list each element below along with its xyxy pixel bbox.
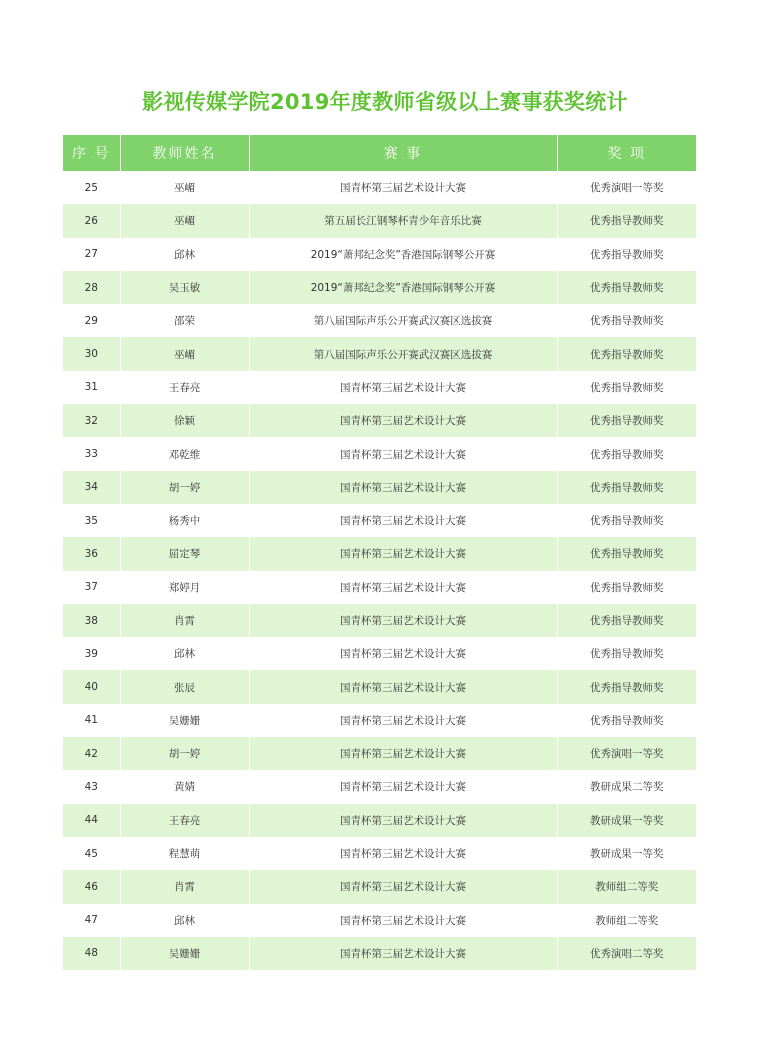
table-row — [63, 571, 696, 604]
table-row — [63, 837, 696, 870]
cell-award: 优秀指导教师奖 — [557, 704, 696, 737]
cell-award: 优秀指导教师奖 — [557, 471, 696, 504]
cell-award: 优秀演唱一等奖 — [557, 737, 696, 770]
cell-competition: 国青杯第三届艺术设计大赛 — [249, 471, 557, 504]
cell-award: 优秀指导教师奖 — [557, 337, 696, 370]
table-row — [63, 937, 696, 970]
header-index: 序 号 — [63, 135, 120, 171]
cell-competition: 国青杯第三届艺术设计大赛 — [249, 837, 557, 870]
cell-award: 优秀指导教师奖 — [557, 637, 696, 670]
cell-competition: 国青杯第三届艺术设计大赛 — [249, 637, 557, 670]
cell-competition: 国青杯第三届艺术设计大赛 — [249, 571, 557, 604]
cell-award: 优秀指导教师奖 — [557, 437, 696, 470]
cell-award: 优秀演唱二等奖 — [557, 937, 696, 970]
table-row — [63, 271, 696, 304]
cell-index: 37 — [63, 571, 120, 604]
cell-index: 46 — [63, 870, 120, 903]
cell-index: 42 — [63, 737, 120, 770]
cell-award: 优秀指导教师奖 — [557, 238, 696, 271]
cell-index: 28 — [63, 271, 120, 304]
cell-index: 26 — [63, 204, 120, 237]
cell-award: 优秀指导教师奖 — [557, 271, 696, 304]
table-row — [63, 737, 696, 770]
table-row — [63, 870, 696, 903]
cell-index: 43 — [63, 770, 120, 803]
cell-award: 优秀指导教师奖 — [557, 404, 696, 437]
cell-teacher-name: 胡一婷 — [120, 737, 249, 770]
cell-competition: 国青杯第三届艺术设计大赛 — [249, 670, 557, 703]
cell-index: 41 — [63, 704, 120, 737]
cell-teacher-name: 吴玉敏 — [120, 271, 249, 304]
awards-table — [63, 135, 696, 970]
cell-teacher-name: 郑婷月 — [120, 571, 249, 604]
cell-teacher-name: 邱林 — [120, 637, 249, 670]
cell-competition: 国青杯第三届艺术设计大赛 — [249, 737, 557, 770]
cell-award: 优秀指导教师奖 — [557, 504, 696, 537]
cell-competition: 国青杯第三届艺术设计大赛 — [249, 404, 557, 437]
cell-index: 36 — [63, 537, 120, 570]
cell-competition: 国青杯第三届艺术设计大赛 — [249, 537, 557, 570]
cell-award: 教研成果一等奖 — [557, 804, 696, 837]
table-row — [63, 404, 696, 437]
cell-teacher-name: 杨秀中 — [120, 504, 249, 537]
cell-teacher-name: 邵荣 — [120, 304, 249, 337]
cell-teacher-name: 黄婧 — [120, 770, 249, 803]
cell-teacher-name: 邱林 — [120, 904, 249, 937]
cell-index: 40 — [63, 670, 120, 703]
table-row — [63, 537, 696, 570]
cell-award: 教研成果一等奖 — [557, 837, 696, 870]
cell-teacher-name: 胡一婷 — [120, 471, 249, 504]
cell-index: 34 — [63, 471, 120, 504]
cell-index: 33 — [63, 437, 120, 470]
table-row — [63, 670, 696, 703]
header-award: 奖 项 — [557, 135, 696, 171]
table-row — [63, 238, 696, 271]
cell-competition: 国青杯第三届艺术设计大赛 — [249, 804, 557, 837]
cell-award: 优秀指导教师奖 — [557, 371, 696, 404]
cell-competition: 国青杯第三届艺术设计大赛 — [249, 904, 557, 937]
cell-competition: 国青杯第三届艺术设计大赛 — [249, 504, 557, 537]
cell-competition: 国青杯第三届艺术设计大赛 — [249, 604, 557, 637]
header-row — [63, 135, 696, 171]
cell-index: 29 — [63, 304, 120, 337]
cell-award: 教研成果二等奖 — [557, 770, 696, 803]
cell-index: 30 — [63, 337, 120, 370]
cell-teacher-name: 巫嵋 — [120, 204, 249, 237]
table-row — [63, 437, 696, 470]
cell-competition: 国青杯第三届艺术设计大赛 — [249, 371, 557, 404]
cell-index: 27 — [63, 238, 120, 271]
table-body — [63, 171, 696, 970]
cell-award: 优秀指导教师奖 — [557, 537, 696, 570]
cell-index: 39 — [63, 637, 120, 670]
cell-teacher-name: 王春亮 — [120, 371, 249, 404]
table-row — [63, 604, 696, 637]
cell-award: 优秀指导教师奖 — [557, 670, 696, 703]
cell-teacher-name: 张辰 — [120, 670, 249, 703]
cell-competition: 2019“萧邦纪念奖”香港国际钢琴公开赛 — [249, 238, 557, 271]
cell-competition: 国青杯第三届艺术设计大赛 — [249, 437, 557, 470]
table-header — [63, 135, 696, 171]
table-row — [63, 804, 696, 837]
cell-competition: 国青杯第三届艺术设计大赛 — [249, 937, 557, 970]
table-row — [63, 371, 696, 404]
cell-competition: 第八届国际声乐公开赛武汉赛区选拔赛 — [249, 304, 557, 337]
cell-teacher-name: 邓乾维 — [120, 437, 249, 470]
cell-teacher-name: 屈定琴 — [120, 537, 249, 570]
cell-teacher-name: 王春亮 — [120, 804, 249, 837]
header-teacher-name: 教师姓名 — [120, 135, 249, 171]
cell-index: 31 — [63, 371, 120, 404]
page-title: 影视传媒学院2019年度教师省级以上赛事获奖统计 — [142, 90, 628, 114]
cell-competition: 国青杯第三届艺术设计大赛 — [249, 704, 557, 737]
cell-index: 32 — [63, 404, 120, 437]
cell-teacher-name: 巫嵋 — [120, 171, 249, 204]
cell-index: 25 — [63, 171, 120, 204]
cell-teacher-name: 吴姗姗 — [120, 704, 249, 737]
cell-index: 35 — [63, 504, 120, 537]
table-row — [63, 471, 696, 504]
cell-competition: 国青杯第三届艺术设计大赛 — [249, 171, 557, 204]
cell-teacher-name: 巫嵋 — [120, 337, 249, 370]
cell-teacher-name: 邱林 — [120, 238, 249, 271]
table-row — [63, 904, 696, 937]
cell-award: 优秀指导教师奖 — [557, 571, 696, 604]
table-row — [63, 304, 696, 337]
cell-award: 优秀指导教师奖 — [557, 604, 696, 637]
cell-index: 38 — [63, 604, 120, 637]
table-row — [63, 337, 696, 370]
cell-teacher-name: 肖霄 — [120, 604, 249, 637]
cell-teacher-name: 徐颖 — [120, 404, 249, 437]
cell-award: 教师组二等奖 — [557, 870, 696, 903]
cell-index: 47 — [63, 904, 120, 937]
table-row — [63, 637, 696, 670]
cell-award: 优秀演唱一等奖 — [557, 171, 696, 204]
table-row — [63, 704, 696, 737]
cell-index: 44 — [63, 804, 120, 837]
table-row — [63, 171, 696, 204]
table-row — [63, 504, 696, 537]
cell-index: 48 — [63, 937, 120, 970]
cell-competition: 第八届国际声乐公开赛武汉赛区选拔赛 — [249, 337, 557, 370]
cell-competition: 国青杯第三届艺术设计大赛 — [249, 770, 557, 803]
cell-award: 优秀指导教师奖 — [557, 304, 696, 337]
cell-index: 45 — [63, 837, 120, 870]
cell-award: 优秀指导教师奖 — [557, 204, 696, 237]
cell-award: 教师组二等奖 — [557, 904, 696, 937]
header-competition: 赛 事 — [249, 135, 557, 171]
cell-competition: 2019“萧邦纪念奖”香港国际钢琴公开赛 — [249, 271, 557, 304]
cell-competition: 第五届长江钢琴杯青少年音乐比赛 — [249, 204, 557, 237]
cell-competition: 国青杯第三届艺术设计大赛 — [249, 870, 557, 903]
cell-teacher-name: 肖霄 — [120, 870, 249, 903]
cell-teacher-name: 吴姗姗 — [120, 937, 249, 970]
table-row — [63, 204, 696, 237]
cell-teacher-name: 程慧萌 — [120, 837, 249, 870]
table-row — [63, 770, 696, 803]
